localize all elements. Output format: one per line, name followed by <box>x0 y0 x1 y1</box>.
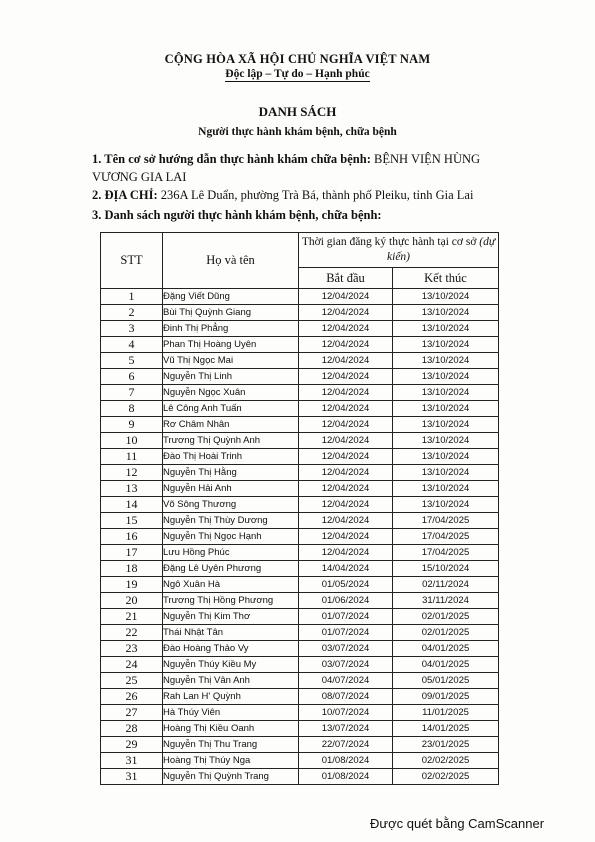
row-stt: 5 <box>101 353 163 369</box>
row-stt: 31 <box>101 769 163 785</box>
row-name: Nguyễn Thị Quỳnh Trang <box>163 769 299 785</box>
table-row <box>101 449 499 465</box>
row-stt: 9 <box>101 417 163 433</box>
row-start-date: 12/04/2024 <box>299 481 393 497</box>
row-start-date: 12/04/2024 <box>299 417 393 433</box>
row-stt: 17 <box>101 545 163 561</box>
row-end-date: 09/01/2025 <box>393 689 499 705</box>
row-start-date: 14/04/2024 <box>299 561 393 577</box>
row-start-date: 12/04/2024 <box>299 513 393 529</box>
table-row <box>101 753 499 769</box>
row-stt: 23 <box>101 641 163 657</box>
address-line <box>92 186 532 204</box>
table-row <box>101 593 499 609</box>
row-stt: 8 <box>101 401 163 417</box>
row-end-date: 31/11/2024 <box>393 593 499 609</box>
col-header-time <box>299 233 499 268</box>
row-end-date: 04/01/2025 <box>393 641 499 657</box>
table-row <box>101 561 499 577</box>
row-name: Bùi Thị Quỳnh Giang <box>163 305 299 321</box>
table-row <box>101 545 499 561</box>
row-end-date: 17/04/2025 <box>393 529 499 545</box>
col-header-name: Họ và tên <box>163 233 299 289</box>
table-row <box>101 513 499 529</box>
row-end-date: 13/10/2024 <box>393 401 499 417</box>
row-end-date: 13/10/2024 <box>393 289 499 305</box>
table-row <box>101 385 499 401</box>
row-name: Nguyễn Thị Ngọc Hạnh <box>163 529 299 545</box>
row-end-date: 02/01/2025 <box>393 609 499 625</box>
row-stt: 14 <box>101 497 163 513</box>
row-name: Đào Hoàng Thảo Vy <box>163 641 299 657</box>
row-name: Nguyễn Thị Linh <box>163 369 299 385</box>
row-stt: 21 <box>101 609 163 625</box>
row-start-date: 12/04/2024 <box>299 449 393 465</box>
table-row <box>101 721 499 737</box>
row-start-date: 10/07/2024 <box>299 705 393 721</box>
row-name: Lưu Hồng Phúc <box>163 545 299 561</box>
row-stt: 6 <box>101 369 163 385</box>
row-end-date: 11/01/2025 <box>393 705 499 721</box>
row-stt: 4 <box>101 337 163 353</box>
row-name: Ngô Xuân Hà <box>163 577 299 593</box>
row-stt: 29 <box>101 737 163 753</box>
table-row <box>101 433 499 449</box>
row-stt: 12 <box>101 465 163 481</box>
table-row <box>101 401 499 417</box>
table-row <box>101 305 499 321</box>
facility-value: BỆNH VIỆN HÙNG <box>370 152 481 166</box>
row-stt: 26 <box>101 689 163 705</box>
row-stt: 18 <box>101 561 163 577</box>
row-end-date: 23/01/2025 <box>393 737 499 753</box>
table-row <box>101 609 499 625</box>
table-row <box>101 321 499 337</box>
scanner-watermark: Được quét bằng CamScanner <box>370 816 545 831</box>
row-stt: 19 <box>101 577 163 593</box>
table-row <box>101 641 499 657</box>
table-row <box>101 769 499 785</box>
table-row <box>101 353 499 369</box>
row-start-date: 01/08/2024 <box>299 769 393 785</box>
row-name: Nguyễn Thị Thùy Dương <box>163 513 299 529</box>
row-end-date: 13/10/2024 <box>393 337 499 353</box>
row-name: Nguyễn Thị Vân Anh <box>163 673 299 689</box>
col-header-time-text: Thời gian đăng ký thực hành tại cơ sở <box>301 236 477 248</box>
row-start-date: 01/08/2024 <box>299 753 393 769</box>
row-name: Vũ Thị Ngọc Mai <box>163 353 299 369</box>
row-name: Trương Thị Hồng Phương <box>163 593 299 609</box>
col-header-stt: STT <box>101 233 163 289</box>
row-stt: 15 <box>101 513 163 529</box>
row-start-date: 01/07/2024 <box>299 609 393 625</box>
row-name: Rah Lan H' Quỳnh <box>163 689 299 705</box>
row-end-date: 13/10/2024 <box>393 369 499 385</box>
row-stt: 24 <box>101 657 163 673</box>
row-stt: 10 <box>101 433 163 449</box>
row-end-date: 13/10/2024 <box>393 497 499 513</box>
table-row <box>101 529 499 545</box>
row-name: Đào Thị Hoài Trinh <box>163 449 299 465</box>
row-name: Thái Nhật Tân <box>163 625 299 641</box>
table-row <box>101 289 499 305</box>
row-start-date: 12/04/2024 <box>299 305 393 321</box>
row-start-date: 22/07/2024 <box>299 737 393 753</box>
row-stt: 22 <box>101 625 163 641</box>
row-end-date: 13/10/2024 <box>393 481 499 497</box>
row-name: Nguyễn Thúy Kiều My <box>163 657 299 673</box>
row-end-date: 13/10/2024 <box>393 353 499 369</box>
table-row <box>101 337 499 353</box>
row-start-date: 08/07/2024 <box>299 689 393 705</box>
row-name: Trương Thị Quỳnh Anh <box>163 433 299 449</box>
col-header-time-note: (dự kiến) <box>387 236 496 263</box>
table-row <box>101 625 499 641</box>
row-start-date: 04/07/2024 <box>299 673 393 689</box>
facility-label: 1. Tên cơ sở hướng dẫn thực hành khám chữa bệnh: <box>92 152 371 166</box>
address-label: 2. ĐỊA CHỈ: <box>92 188 158 202</box>
row-stt: 3 <box>101 321 163 337</box>
row-start-date: 12/04/2024 <box>299 337 393 353</box>
row-start-date: 12/04/2024 <box>299 465 393 481</box>
table-row <box>101 417 499 433</box>
row-stt: 25 <box>101 673 163 689</box>
row-stt: 13 <box>101 481 163 497</box>
row-end-date: 13/10/2024 <box>393 417 499 433</box>
row-name: Đặng Lê Uyên Phương <box>163 561 299 577</box>
practitioner-table <box>100 232 499 785</box>
table-row <box>101 657 499 673</box>
row-start-date: 12/04/2024 <box>299 369 393 385</box>
row-start-date: 12/04/2024 <box>299 529 393 545</box>
row-end-date: 02/01/2025 <box>393 625 499 641</box>
row-start-date: 12/04/2024 <box>299 497 393 513</box>
row-start-date: 01/06/2024 <box>299 593 393 609</box>
facility-line <box>92 150 532 186</box>
row-end-date: 02/02/2025 <box>393 769 499 785</box>
row-name: Phan Thị Hoàng Uyên <box>163 337 299 353</box>
row-start-date: 12/04/2024 <box>299 545 393 561</box>
row-end-date: 02/02/2025 <box>393 753 499 769</box>
row-stt: 11 <box>101 449 163 465</box>
row-end-date: 17/04/2025 <box>393 513 499 529</box>
nation-header: CỘNG HÒA XÃ HỘI CHỦ NGHĨA VIỆT NAM <box>164 52 431 66</box>
row-name: Võ Sông Thương <box>163 497 299 513</box>
table-body <box>101 289 499 785</box>
row-start-date: 12/04/2024 <box>299 385 393 401</box>
row-name: Hoàng Thị Kiều Oanh <box>163 721 299 737</box>
table-row <box>101 577 499 593</box>
row-name: Đặng Viết Dũng <box>163 289 299 305</box>
table-row <box>101 673 499 689</box>
row-name: Rơ Châm Nhân <box>163 417 299 433</box>
row-stt: 28 <box>101 721 163 737</box>
table-row <box>101 465 499 481</box>
facility-value-cont: VƯƠNG GIA LAI <box>92 170 187 184</box>
row-start-date: 03/07/2024 <box>299 641 393 657</box>
col-header-end: Kết thúc <box>393 268 499 289</box>
row-end-date: 14/01/2025 <box>393 721 499 737</box>
col-header-start: Bắt đầu <box>299 268 393 289</box>
row-name: Lê Công Anh Tuấn <box>163 401 299 417</box>
row-name: Hoàng Thị Thúy Nga <box>163 753 299 769</box>
row-start-date: 12/04/2024 <box>299 289 393 305</box>
row-start-date: 12/04/2024 <box>299 321 393 337</box>
row-stt: 16 <box>101 529 163 545</box>
row-stt: 31 <box>101 753 163 769</box>
table-row <box>101 705 499 721</box>
table-row <box>101 369 499 385</box>
motto <box>0 68 595 80</box>
row-name: Hà Thúy Viên <box>163 705 299 721</box>
list-heading: 3. Danh sách người thực hành khám bệnh, chữa bệnh: <box>92 208 382 222</box>
row-start-date: 13/07/2024 <box>299 721 393 737</box>
row-end-date: 13/10/2024 <box>393 321 499 337</box>
row-name: Nguyễn Thị Thu Trang <box>163 737 299 753</box>
row-end-date: 05/01/2025 <box>393 673 499 689</box>
table-row <box>101 737 499 753</box>
row-stt: 1 <box>101 289 163 305</box>
row-name: Đinh Thị Phẳng <box>163 321 299 337</box>
row-end-date: 17/04/2025 <box>393 545 499 561</box>
row-end-date: 13/10/2024 <box>393 385 499 401</box>
row-end-date: 02/11/2024 <box>393 577 499 593</box>
row-start-date: 12/04/2024 <box>299 401 393 417</box>
document-subtitle: Người thực hành khám bệnh, chữa bệnh <box>198 126 397 138</box>
row-stt: 27 <box>101 705 163 721</box>
row-start-date: 03/07/2024 <box>299 657 393 673</box>
row-start-date: 01/07/2024 <box>299 625 393 641</box>
row-name: Nguyễn Hải Anh <box>163 481 299 497</box>
row-end-date: 13/10/2024 <box>393 433 499 449</box>
table-row <box>101 689 499 705</box>
document-title: DANH SÁCH <box>258 104 337 119</box>
row-stt: 2 <box>101 305 163 321</box>
row-stt: 7 <box>101 385 163 401</box>
row-name: Nguyễn Thị Kim Thơ <box>163 609 299 625</box>
row-name: Nguyễn Thị Hằng <box>163 465 299 481</box>
row-end-date: 13/10/2024 <box>393 305 499 321</box>
row-name: Nguyễn Ngọc Xuân <box>163 385 299 401</box>
row-stt: 20 <box>101 593 163 609</box>
row-end-date: 13/10/2024 <box>393 449 499 465</box>
table-row <box>101 481 499 497</box>
row-start-date: 01/05/2024 <box>299 577 393 593</box>
row-end-date: 13/10/2024 <box>393 465 499 481</box>
row-end-date: 04/01/2025 <box>393 657 499 673</box>
row-start-date: 12/04/2024 <box>299 433 393 449</box>
motto-text: Độc lập – Tự do – Hạnh phúc <box>225 68 370 80</box>
table-row <box>101 497 499 513</box>
address-value: 236A Lê Duẩn, phường Trà Bá, thành phố Pleiku, tỉnh Gia Lai <box>157 188 474 202</box>
row-end-date: 15/10/2024 <box>393 561 499 577</box>
row-start-date: 12/04/2024 <box>299 353 393 369</box>
